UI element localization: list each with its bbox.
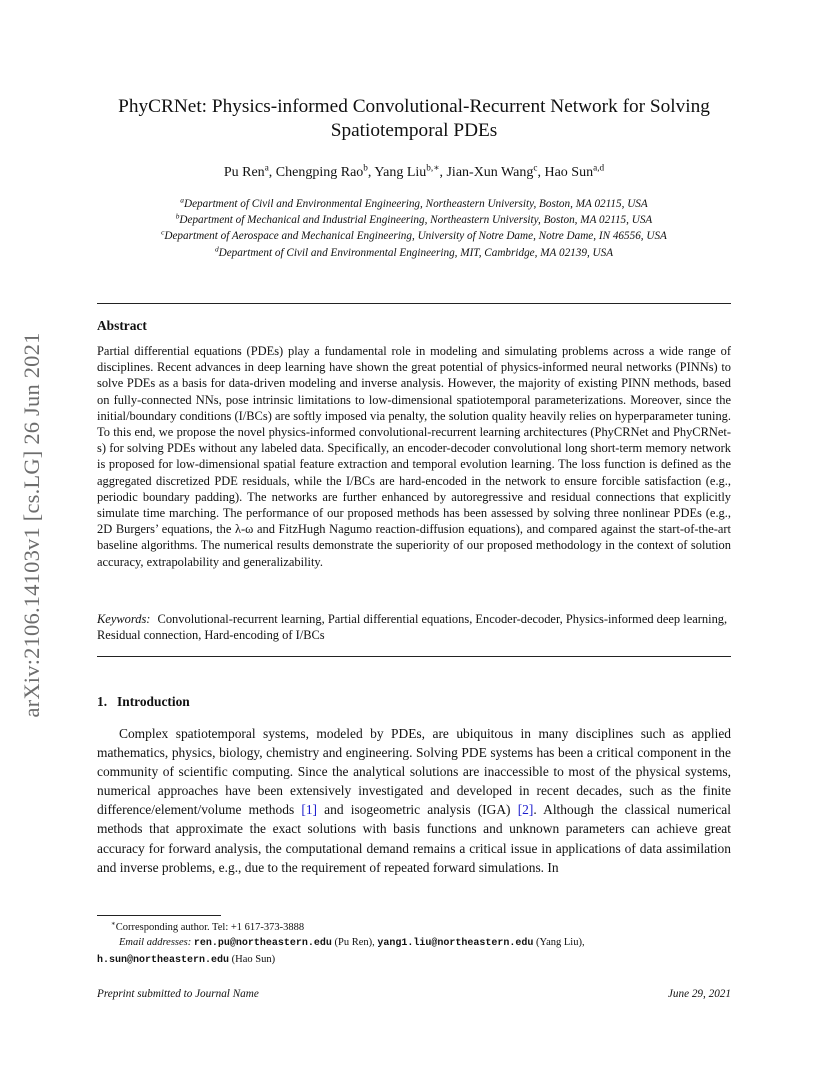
author-name: Jian-Xun Wang — [446, 165, 534, 180]
keywords-text: Convolutional-recurrent learning, Partial differential equations, Encoder-decoder, Physics-informed deep learning, Residual connection, Hard-encoding of I/BCs — [97, 612, 728, 643]
email-address[interactable]: h.sun@northeastern.edu — [97, 954, 230, 966]
email-address[interactable]: yang1.liu@northeastern.edu — [377, 938, 534, 950]
page-footer — [97, 988, 731, 1000]
author-name: Yang Liu — [374, 165, 427, 180]
paper-title — [97, 95, 731, 143]
footnote-emails-cont: h.sun@northeastern.edu (Hao Sun) — [97, 953, 276, 966]
affiliation-line: $^c$Department of Aerospace and Mechanical Engineering, University of Notre Dame, Notre Dame, IN 46556, USA — [161, 227, 667, 243]
abstract-heading: Abstract — [97, 318, 147, 333]
footnote-emails: Email addresses: ren.pu@northeastern.edu (Pu Ren), yang1.liu@northeastern.edu (Yang Liu), — [119, 937, 585, 950]
footer-journal: Preprint submitted to Journal Name — [97, 988, 259, 1000]
keywords — [97, 611, 731, 643]
section-heading — [97, 694, 190, 710]
intro-paragraph: Complex spatiotemporal systems, modeled by PDEs, are ubiquitous in many disciplines such as applied mathematics, physics, biology, chemistry and engineering. Solving PDE systems has been a critical component in the community of scientific computing. Since the analytical solutions are inaccessible to most of the physical systems, numerical approaches have been extensively investigated and developed in recent decades, such as the finite difference/element/volume methods [1] and isogeometric analysis (IGA) [2]. Although the classical numerical methods that approximate the exact solutions with basis functions and unknown parameters can achieve great accuracy for forward analysis, the computational demand remains a critical issue in applications of data assimilation and inverse problems, e.g., due to the requirement of repeated forward simulations. In — [97, 726, 731, 875]
abstract-text: Partial differential equations (PDEs) play a fundamental role in modeling and simulating problems across a wide range of disciplines. Recent advances in deep learning have shown the great potential of physics-informed neural networks (PINNs) to solve PDEs as a basis for data-driven modeling and inverse analysis. However, the majority of existing PINN methods, based on fully-connected NNs, pose intrinsic limitations to low-dimensional spatiotemporal parameterizations. Moreover, since the initial/boundary conditions (I/BCs) are softly imposed via penalty, the solution quality heavily relies on hyperparameter tuning. To this end, we propose the novel physics-informed convolutional-recurrent learning architectures (PhyCRNet and PhyCRNet-s) for solving PDEs without any labeled data. Specifically, an encoder-decoder convolutional long short-term memory network is proposed for low-dimensional spatial feature extraction and temporal evolution learning. The loss function is defined as the aggregated discretized PDE residuals, while the I/BCs are hard-encoded in the network to ensure forcible satisfaction (e.g., periodic boundary padding). The networks are further enhanced by autoregressive and residual connections that explicitly simulate time marching. The performance of our proposed methods has been assessed by solving three nonlinear PDEs (e.g., 2D Burgers’ equations, the λ-ω and FitzHugh Nagumo reaction-diffusion equations), and compared against the start-of-the-art baseline algorithms. The numerical results demonstrate the superiority of our proposed methodology in the context of solution accuracy, extrapolability and generalizability. — [97, 344, 731, 569]
section-number: 1. — [97, 694, 108, 709]
email-label: Email addresses: — [119, 937, 192, 949]
author-affil-mark: c — [533, 162, 538, 173]
affiliations — [97, 196, 731, 261]
author-affil-mark: a — [264, 162, 269, 173]
citation-link[interactable]: [1] — [301, 802, 318, 818]
footnote-corresponding: ∗Corresponding author. Tel: +1 617-373-3888 — [111, 920, 305, 933]
affiliation-line: $^d$Department of Civil and Environmental Engineering, MIT, Cambridge, MA 02139, USA — [214, 243, 614, 259]
keywords-label: Keywords: — [97, 612, 151, 626]
bottom-divider — [97, 656, 731, 657]
author-affil-mark: a,d — [593, 162, 605, 173]
section-title: Introduction — [117, 694, 190, 709]
author-list: Pu Ren$^a$, Chengping Rao$^b$, Yang Liu$^{b,∗}$, Jian-Xun Wang$^c$, Hao Sun$^{a,d}$ — [223, 162, 605, 180]
citation-link[interactable]: [2] — [517, 802, 534, 818]
arxiv-sidebar — [12, 290, 52, 760]
footer-date: June 29, 2021 — [667, 988, 731, 1000]
author-name: Hao Sun — [544, 165, 594, 180]
author-name: Chengping Rao — [275, 165, 364, 180]
author-affil-mark: b — [363, 162, 368, 173]
affiliation-line: $^b$Department of Mechanical and Industrial Engineering, Northeastern University, Boston, MA 02115, USA — [175, 211, 653, 227]
footnote-divider — [97, 915, 221, 916]
arxiv-identifier: arXiv:2106.14103v1 [cs.LG] 26 Jun 2021 — [19, 332, 44, 718]
email-address[interactable]: ren.pu@northeastern.edu — [193, 938, 332, 950]
footnote — [97, 920, 731, 968]
title-line-2: Spatiotemporal PDEs — [330, 120, 498, 141]
author-affil-mark: b,∗ — [426, 162, 440, 173]
author-name: Pu Ren — [223, 165, 265, 180]
title-line-1: PhyCRNet: Physics-informed Convolutional-Recurrent Network for Solving — [118, 96, 710, 117]
top-divider — [97, 303, 731, 304]
affiliation-line: $^a$Department of Civil and Environmental Engineering, Northeastern University, Boston, MA 02115, USA — [180, 195, 648, 210]
